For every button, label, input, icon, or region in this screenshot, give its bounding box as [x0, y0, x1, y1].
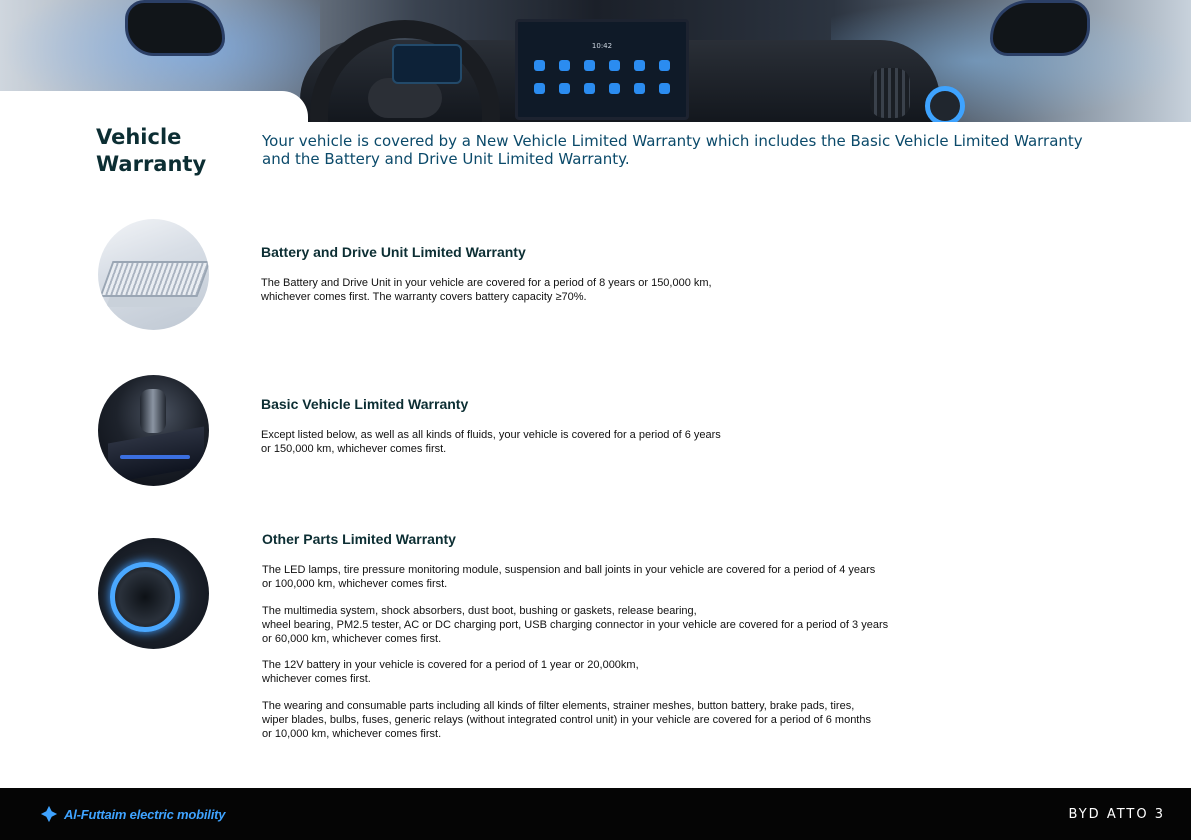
app-icon	[609, 60, 620, 71]
round-vent	[925, 86, 965, 122]
brand-cross-icon	[40, 805, 58, 823]
other-parts-warranty-title: Other Parts Limited Warranty	[262, 531, 456, 547]
left-mirror	[125, 0, 225, 56]
right-mirror	[990, 0, 1090, 56]
instrument-cluster	[392, 44, 462, 84]
app-icon	[534, 83, 545, 94]
battery-cells	[99, 261, 209, 297]
footer-bar	[0, 788, 1191, 840]
app-icon	[634, 60, 645, 71]
ambient-light	[120, 455, 190, 459]
app-icon	[659, 60, 670, 71]
app-icon	[659, 83, 670, 94]
brand-logo	[40, 805, 225, 823]
screen-clock: 10:42	[591, 42, 613, 50]
model-name: BYD ATTO 3	[1068, 807, 1165, 822]
app-icon	[559, 60, 570, 71]
app-icon	[534, 60, 545, 71]
app-icon	[584, 83, 595, 94]
app-icon	[559, 83, 570, 94]
app-icon	[634, 83, 645, 94]
gear-shifter-image	[98, 375, 209, 486]
page-title: Vehicle Warranty	[96, 125, 207, 176]
steering-hub	[368, 78, 442, 118]
infotainment-screen	[515, 19, 689, 120]
other-parts-paragraph-4: The wearing and consumable parts including all kinds of filter elements, strainer meshes, button battery, brake pads, tires, wiper blades, bulbs, fuses, generic relays (without integrated control unit) in your vehicle are covered for a period of 6 months or 10,000 km, whichever comes first.	[262, 700, 871, 740]
intro-text: Your vehicle is covered by a New Vehicle Limited Warranty which includes the Basic Vehicle Limited Warranty and the Battery and Drive Unit Limited Warranty.	[262, 132, 1083, 168]
battery-tray	[106, 297, 202, 307]
speaker-ring	[110, 562, 180, 632]
app-icon	[584, 60, 595, 71]
basic-warranty-title: Basic Vehicle Limited Warranty	[261, 396, 469, 412]
basic-warranty-text: Except listed below, as well as all kinds of fluids, your vehicle is covered for a period of 6 years or 150,000 km, whichever comes first.	[261, 429, 721, 455]
speaker-image	[98, 538, 209, 649]
shifter-knob	[140, 389, 166, 433]
battery-pack-image	[98, 219, 209, 330]
air-vent	[870, 68, 910, 118]
battery-warranty-text: The Battery and Drive Unit in your vehicle are covered for a period of 8 years or 150,000 km, whichever comes first. The warranty covers battery capacity ≥70%.	[261, 277, 712, 303]
brand-name: Al-Futtaim electric mobility	[64, 806, 226, 822]
other-parts-paragraph-3: The 12V battery in your vehicle is covered for a period of 1 year or 20,000km, whichever comes first.	[262, 659, 639, 685]
battery-warranty-title: Battery and Drive Unit Limited Warranty	[261, 244, 526, 260]
other-parts-paragraph-2: The multimedia system, shock absorbers, dust boot, bushing or gaskets, release bearing, wheel bearing, PM2.5 tester, AC or DC charging port, USB charging connector in your vehicle are covered for a period of 3 years or 60,000 km, whichever comes first.	[262, 605, 889, 645]
other-parts-paragraph-1: The LED lamps, tire pressure monitoring module, suspension and ball joints in your vehicle are covered for a period of 4 years or 100,000 km, whichever comes first.	[262, 564, 876, 590]
app-icon	[609, 83, 620, 94]
screen-app-grid	[534, 60, 676, 94]
